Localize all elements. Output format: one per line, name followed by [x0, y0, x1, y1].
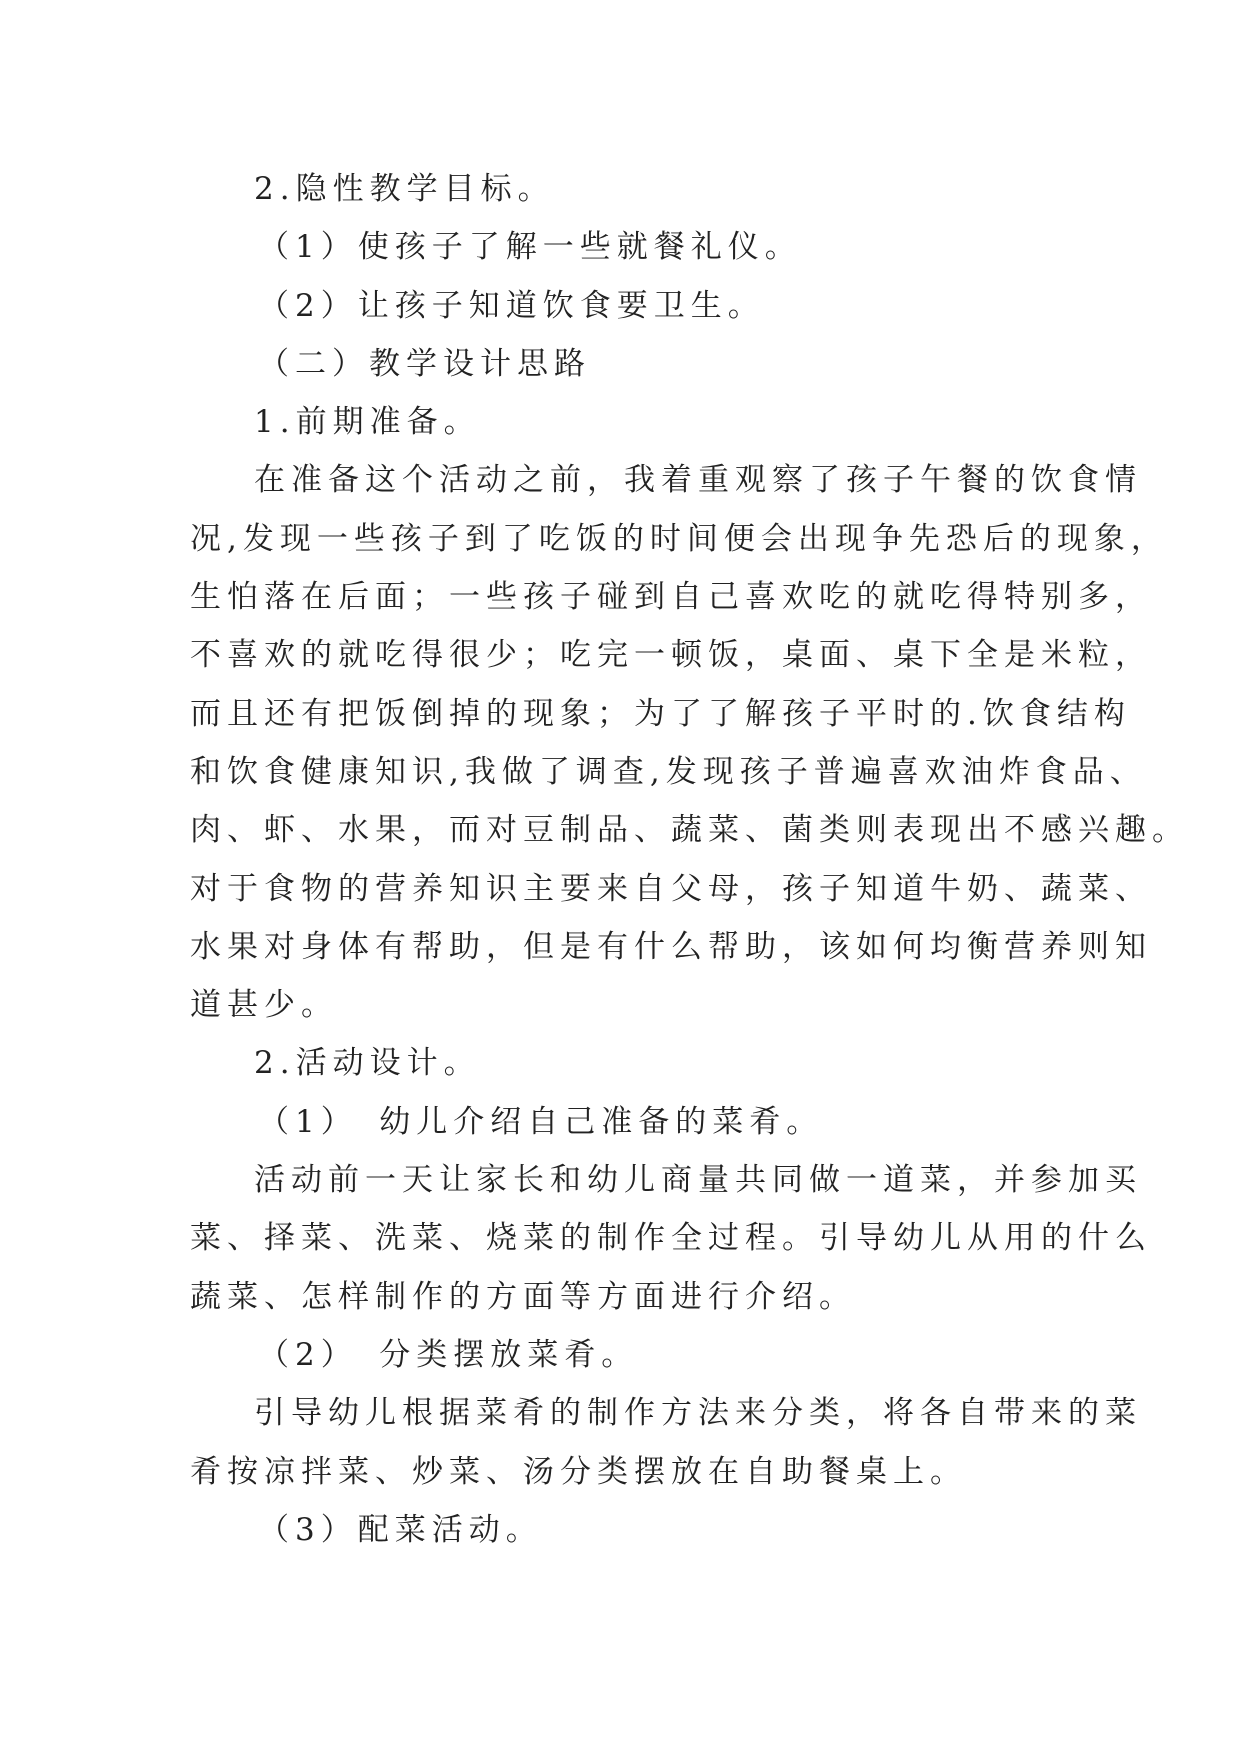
paragraph-line: 蔬菜、怎样制作的方面等方面进行介绍。 [190, 1278, 856, 1315]
paragraph-line: 道甚少。 [190, 987, 338, 1024]
heading-activity-design: 2.活动设计。 [254, 1045, 481, 1082]
paragraph-line: 引导幼儿根据菜肴的制作方法来分类，将各自带来的菜 [254, 1395, 1142, 1432]
paragraph-line: 肉、虾、水果，而对豆制品、蔬菜、菌类则表现出不感兴趣。 [190, 812, 1189, 849]
list-item-activity-1: （1） 幼儿介绍自己准备的菜肴。 [258, 1103, 824, 1140]
paragraph-line: 在准备这个活动之前，我着重观察了孩子午餐的饮食情 [254, 462, 1142, 499]
paragraph-line: 和饮食健康知识,我做了调查,发现孩子普遍喜欢油炸食品、 [190, 753, 1147, 790]
list-item-goal-2: （2）让孩子知道饮食要卫生。 [258, 287, 765, 324]
paragraph-line: 不喜欢的就吃得很少；吃完一顿饭，桌面、桌下全是米粒， [190, 637, 1152, 674]
heading-preparation: 1.前期准备。 [254, 404, 481, 441]
paragraph-line: 肴按凉拌菜、炒菜、汤分类摆放在自助餐桌上。 [190, 1453, 967, 1490]
paragraph-line: 菜、择菜、洗菜、烧菜的制作全过程。引导幼儿从用的什么 [190, 1220, 1152, 1257]
paragraph-line: 水果对身体有帮助，但是有什么帮助，该如何均衡营养则知 [190, 928, 1152, 965]
section-heading-design: （二）教学设计思路 [258, 345, 591, 382]
list-item-activity-2: （2） 分类摆放菜肴。 [258, 1336, 639, 1373]
list-item-goal-1: （1）使孩子了解一些就餐礼仪。 [258, 229, 802, 266]
document-body [190, 160, 1189, 1559]
paragraph-line: 况,发现一些孩子到了吃饭的时间便会出现争先恐后的现象， [190, 520, 1168, 557]
paragraph-line: 对于食物的营养知识主要来自父母，孩子知道牛奶、蔬菜、 [190, 870, 1152, 907]
heading-hidden-goals: 2.隐性教学目标。 [254, 171, 555, 207]
paragraph-line: 而且还有把饭倒掉的现象；为了了解孩子平时的.饮食结构 [190, 695, 1131, 732]
paragraph-line: 生怕落在后面；一些孩子碰到自己喜欢吃的就吃得特别多， [190, 579, 1152, 616]
list-item-activity-3: （3）配菜活动。 [258, 1511, 543, 1548]
paragraph-line: 活动前一天让家长和幼儿商量共同做一道菜，并参加买 [254, 1162, 1142, 1199]
